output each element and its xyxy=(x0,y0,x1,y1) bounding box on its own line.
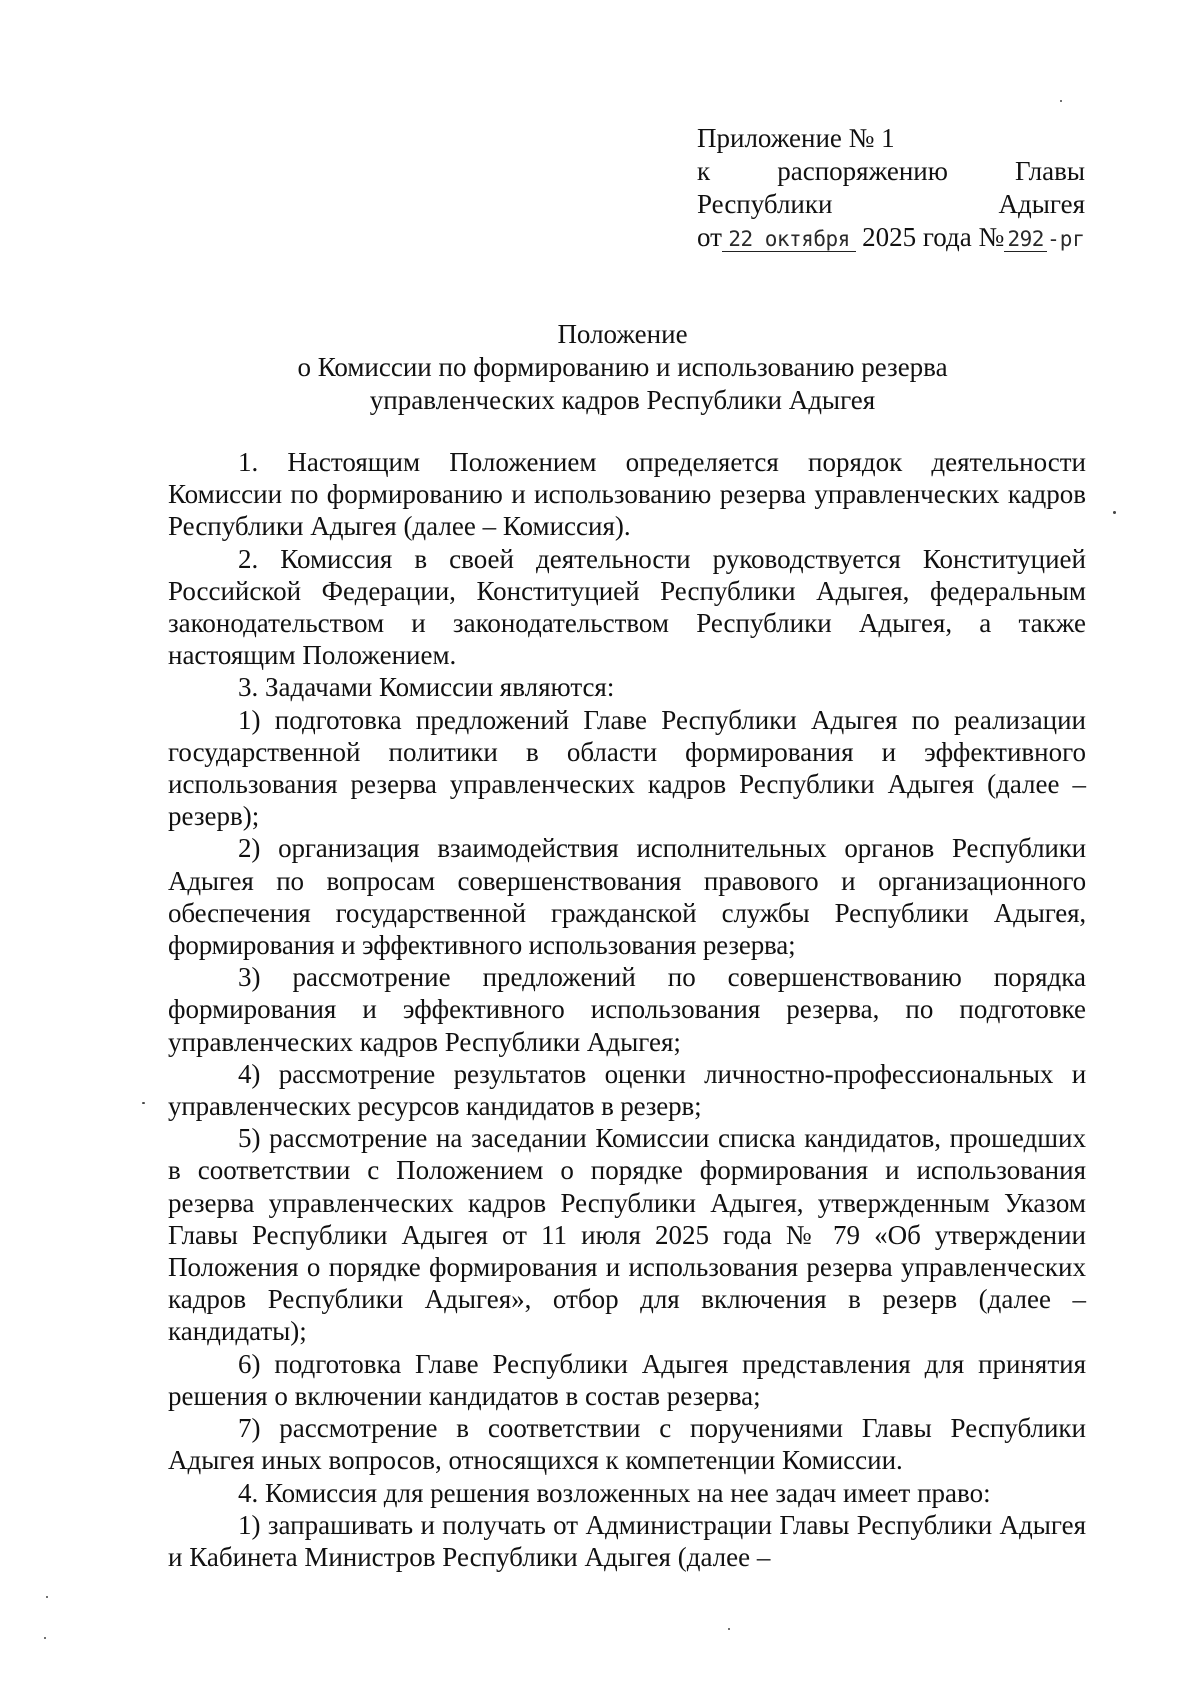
paragraph-4-item-1: 1) запрашивать и получать от Администрации Главы Республики Адыгея и Кабинета Министров Республики Адыгея (далее – xyxy=(168,1509,1086,1572)
scan-speck xyxy=(44,1637,46,1639)
paragraph-3-item-3: 3) рассмотрение предложений по совершенствованию порядка формирования и эффективного использования резерва, по подготовке управленческих кадров Республики Адыгея; xyxy=(168,962,1086,1057)
document-number-field: 292 xyxy=(1004,227,1047,252)
scan-speck xyxy=(728,1628,730,1630)
paragraph-3-item-4: 4) рассмотрение результатов оценки личностно-профессиональных и управленческих ресурсов кандидатов в резерв; xyxy=(168,1058,1086,1122)
date-day-month-field: 22 октября xyxy=(722,227,856,252)
paragraph-3-item-2: 2) организация взаимодействия исполнительных органов Республики Адыгея по вопросам совершенствования правового и организационного обеспечения государственной гражданской службы Республики Адыгея, формирования и эффективного использования резерва; xyxy=(168,833,1086,961)
scan-speck xyxy=(1060,100,1062,102)
title-line-2: о Комиссии по формированию и использованию резерва xyxy=(297,352,948,382)
paragraph-3-item-6: 6) подготовка Главе Республики Адыгея представления для принятия решения о включении кандидатов в состав резерва; xyxy=(168,1348,1086,1411)
appendix-reference-line xyxy=(697,155,1085,188)
document-number-suffix: -рг xyxy=(1047,227,1085,251)
title-line-1: Положение xyxy=(557,319,688,349)
appendix-ref-prefix: к xyxy=(697,156,711,186)
appendix-republic-name: Адыгея xyxy=(998,189,1085,219)
scan-speck xyxy=(142,1102,145,1104)
title-line-3: управленческих кадров Республики Адыгея xyxy=(369,385,876,415)
paragraph-3-item-1: 1) подготовка предложений Главе Республики Адыгея по реализации государственной политики в области формирования и эффективного использования резерва управленческих кадров Республики Адыгея (далее – резерв); xyxy=(168,704,1086,832)
paragraph-1: 1. Настоящим Положением определяется порядок деятельности Комиссии по формированию и использованию резерва управленческих кадров Республики Адыгея (далее – Комиссия). xyxy=(168,447,1086,542)
appendix-header xyxy=(697,122,1085,256)
appendix-republic-word: Республики xyxy=(697,189,833,219)
document-body xyxy=(168,446,1086,1573)
paragraph-2: 2. Комиссия в своей деятельности руководствуется Конституцией Российской Федерации, Конституцией Республики Адыгея, федеральным законодательством и законодательством Республики Адыгея, а также настоящим Положением. xyxy=(168,543,1086,671)
appendix-republic-line xyxy=(697,188,1085,221)
document-title xyxy=(160,318,1085,417)
appendix-number: Приложение № 1 xyxy=(697,123,895,153)
paragraph-3-item-7: 7) рассмотрение в соответствии с поручениями Главы Республики Адыгея иных вопросов, относящихся к компетенции Комиссии. xyxy=(168,1413,1086,1476)
scan-speck xyxy=(46,1596,48,1598)
date-prefix: от xyxy=(697,222,722,252)
appendix-date-line xyxy=(697,221,1085,256)
date-year: 2025 года № xyxy=(862,222,1005,252)
appendix-ref-doc-type: распоряжению xyxy=(777,156,948,186)
appendix-ref-issuer: Главы xyxy=(1015,156,1085,186)
paragraph-3-item-5: 5) рассмотрение на заседании Комиссии списка кандидатов, прошедших в соответствии с Положением о порядке формирования и использования резерва управленческих кадров Республики Адыгея, утвержденным Указом Главы Республики Адыгея от 11 июля 2025 года № 79 «Об утверждении Положения о порядке формирования и использования резерва управленческих кадров Республики Адыгея», отбор для включения в резерв (далее – кандидаты); xyxy=(168,1123,1086,1347)
paragraph-4: 4. Комиссия для решения возложенных на нее задач имеет право: xyxy=(238,1477,991,1508)
scan-speck xyxy=(1113,511,1116,514)
paragraph-3: 3. Задачами Комиссии являются: xyxy=(238,672,615,703)
